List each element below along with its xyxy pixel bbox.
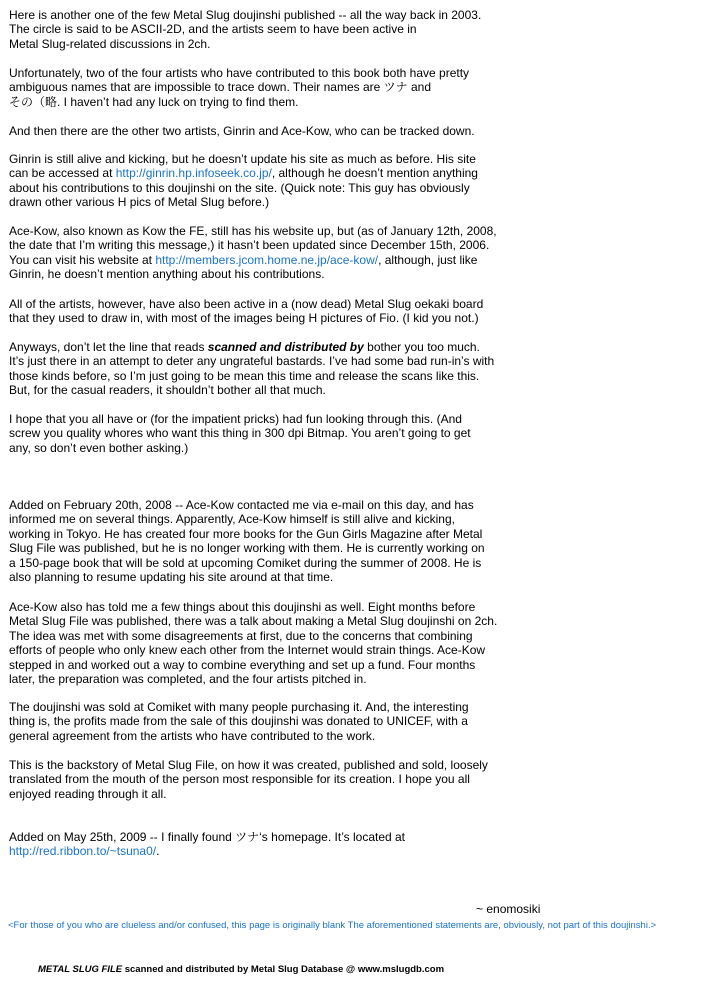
- text-line: Ace-Kow also has told me a few things about this doujinshi as well. Eight months before: [9, 600, 476, 614]
- text-fragment: bother you too much.: [363, 340, 480, 354]
- text-line: And then there are the other two artists, Ginrin and Ace-Kow, who can be tracked down.: [9, 124, 475, 138]
- text-line: [9, 253, 699, 267]
- text-line: All of the artists, however, have also been active in a (now dead) Metal Slug oekaki board: [9, 297, 484, 311]
- text-line: But, for the casual readers, it shouldn’t bother all that much.: [9, 383, 326, 398]
- text-line: drawn other various H pics of Metal Slug before.): [9, 195, 270, 210]
- text-line: thing is, the profits made from the sale of this doujinshi was donated to UNICEF, with a: [9, 714, 468, 729]
- text-line: Unfortunately, two of the four artists who have contributed to this book both have pretty: [9, 66, 470, 80]
- blank-page-note: <For those of you who are clueless and/or confused, this page is originally blank The aforementioned statements are, obviously, not part of this doujinshi.>: [8, 920, 657, 931]
- text-fragment: Anyways, don’t let the line that reads: [9, 340, 208, 354]
- text-line: efforts of people who only knew each other from the Internet would strain things. Ace-Kow: [9, 643, 486, 658]
- text-line: Ginrin is still alive and kicking, but he doesn’t update his site as much as before. His site: [9, 152, 476, 166]
- paragraph-other-two: [9, 124, 699, 138]
- ginrin-site-link[interactable]: http://ginrin.hp.infoseek.co.jp/: [115, 166, 272, 181]
- text-fragment: , although, just like: [378, 252, 478, 267]
- text-line: ambiguous names that are impossible to trace down. Their names are ツナ and: [9, 80, 431, 95]
- text-line: that they used to draw in, with most of the images being H pictures of Fio. (I kid you not.): [9, 311, 479, 326]
- text-line: [9, 166, 699, 180]
- text-line: a 150-page book that will be sold at upcoming Comiket during the summer of 2008. He is: [9, 555, 482, 570]
- text-line: informed me on several things. Apparently, Ace-Kow himself is still alive and kicking,: [9, 512, 455, 527]
- paragraph-backstory: [9, 758, 699, 801]
- paragraph-hope: [9, 412, 699, 455]
- text-line: screw you quality whores who want this thing in 300 dpi Bitmap. You aren’t going to get: [9, 426, 471, 441]
- paragraph-intro: [9, 8, 699, 51]
- text-line: working in Tokyo. He has created four more books for the Gun Girls Magazine after Metal: [9, 526, 483, 541]
- acekow-site-link[interactable]: http://members.jcom.home.ne.jp/ace-kow/: [155, 252, 379, 267]
- text-line: [9, 844, 699, 858]
- text-line: The idea was met with some disagreements at first, due to the concerns that combining: [9, 628, 473, 643]
- text-line: Metal Slug File was published, there was a talk about making a Metal Slug doujinshi on 2ch.: [9, 614, 498, 629]
- text-line: Ginrin, he doesn’t mention anything about his contributions.: [9, 267, 325, 282]
- text-line: その（略. I haven’t had any luck on trying to find them.: [9, 94, 299, 109]
- footer-credit: scanned and distributed by Metal Slug Database @ www.mslugdb.com: [122, 964, 445, 975]
- text-line: Metal Slug-related discussions in 2ch.: [9, 36, 211, 51]
- text-fragment: .: [156, 844, 160, 859]
- paragraph-added-feb: [9, 498, 699, 584]
- text-line: general agreement from the artists who have contributed to the work.: [9, 728, 376, 743]
- emphasis-text: scanned and distributed by: [207, 340, 364, 354]
- paragraph-acekow: [9, 224, 699, 282]
- page-footer: [38, 964, 444, 975]
- text-fragment: can be accessed at: [9, 166, 116, 181]
- text-line: Added on May 25th, 2009 -- I finally found ツナ‘s homepage. It’s located at: [9, 830, 406, 844]
- text-line: the date that I’m writing this message,) it hasn’t been updated since December 15th, 2006.: [9, 238, 490, 253]
- text-line: This is the backstory of Metal Slug File, on how it was created, published and sold, loosely: [9, 758, 488, 772]
- text-line: about his contributions to this doujinshi on the site. (Quick note: This guy has obviously: [9, 180, 470, 195]
- text-line: It’s just there in an attempt to deter any ungrateful bastards. I’ve had some bad run-in’s with: [9, 354, 495, 369]
- text-fragment: You can visit his website at: [9, 252, 156, 267]
- paragraph-told-me: [9, 600, 699, 686]
- text-line: I hope that you all have or (for the impatient pricks) had fun looking through this. (And: [9, 412, 462, 426]
- footer-title: METAL SLUG FILE: [38, 964, 123, 975]
- text-line: Added on February 20th, 2008 -- Ace-Kow contacted me via e-mail on this day, and has: [9, 498, 474, 512]
- tsuna-homepage-link[interactable]: http://red.ribbon.to/~tsuna0/: [9, 844, 157, 859]
- paragraph-added-may: [9, 830, 699, 859]
- text-line: Slug File was published, but he is no longer working with them. He is currently working on: [9, 541, 485, 556]
- text-line: those kinds before, so I’m just going to be mean this time and release the scans like this.: [9, 368, 480, 383]
- text-line: [9, 340, 699, 354]
- paragraph-unfortunately: [9, 66, 699, 109]
- text-line: Ace-Kow, also known as Kow the FE, still has his website up, but (as of January 12th, 2008,: [9, 224, 497, 238]
- signature: ~ enomosiki: [476, 902, 541, 916]
- paragraph-ginrin: [9, 152, 699, 210]
- paragraph-oekaki: [9, 297, 699, 326]
- text-line: enjoyed reading through it all.: [9, 786, 167, 801]
- text-line: The doujinshi was sold at Comiket with many people purchasing it. And, the interesting: [9, 700, 469, 714]
- text-line: The circle is said to be ASCII-2D, and the artists seem to have been active in: [9, 22, 417, 37]
- text-line: later, the preparation was completed, and the four artists pitched in.: [9, 672, 367, 687]
- text-line: Here is another one of the few Metal Slug doujinshi published -- all the way back in 2003.: [9, 8, 482, 22]
- text-line: stepped in and worked out a way to combine everything and set up a fund. Four months: [9, 657, 476, 672]
- text-line: any, so don’t even bother asking.): [9, 440, 189, 455]
- paragraph-anyways: [9, 340, 699, 398]
- text-line: also planning to resume updating his site around at that time.: [9, 570, 334, 585]
- paragraph-sold: [9, 700, 699, 743]
- text-fragment: , although he doesn’t mention anything: [271, 166, 478, 181]
- text-line: translated from the mouth of the person most responsible for its creation. I hope you all: [9, 772, 470, 787]
